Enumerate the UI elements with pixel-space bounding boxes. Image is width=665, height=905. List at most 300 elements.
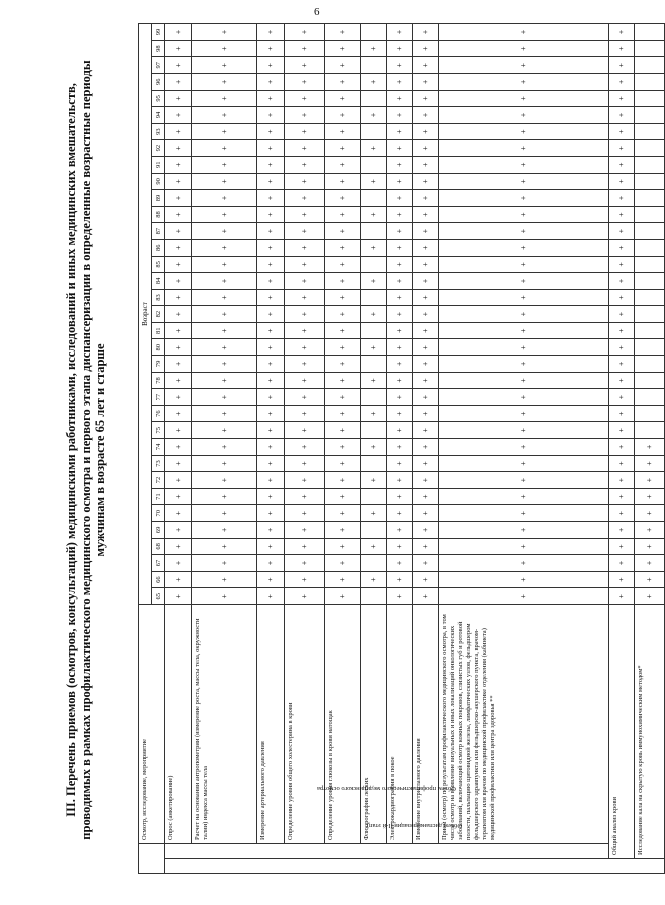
age-mark-cell: + [609, 571, 635, 588]
age-mark-cell: + [192, 156, 257, 173]
age-mark-cell: + [439, 422, 609, 439]
age-mark-cell: + [413, 173, 439, 190]
age-header-cell: 76 [152, 405, 165, 422]
age-mark-cell: + [413, 356, 439, 373]
age-mark-cell: + [439, 74, 609, 91]
age-mark-cell: + [192, 322, 257, 339]
age-mark-cell: + [413, 40, 439, 57]
age-mark-cell: + [439, 405, 609, 422]
age-mark-cell: + [165, 40, 192, 57]
age-mark-cell: + [192, 306, 257, 323]
age-mark-cell: + [439, 57, 609, 74]
age-header-cell: 97 [152, 57, 165, 74]
age-mark-cell: + [439, 190, 609, 207]
age-mark-cell [635, 190, 665, 207]
age-mark-cell [635, 339, 665, 356]
table-row [609, 24, 635, 874]
age-mark-cell: + [635, 538, 665, 555]
column-header-examination: Осмотр, исследование, мероприятие [139, 605, 165, 844]
age-mark-cell: + [257, 322, 285, 339]
age-mark-cell: + [413, 439, 439, 456]
age-mark-cell: + [285, 140, 325, 157]
age-mark-cell: + [257, 339, 285, 356]
age-mark-cell: + [285, 306, 325, 323]
age-mark-cell: + [439, 488, 609, 505]
age-mark-cell: + [325, 273, 361, 290]
age-mark-cell: + [257, 555, 285, 572]
age-mark-cell: + [192, 571, 257, 588]
age-mark-cell: + [413, 239, 439, 256]
examination-name-cell: Определение уровня глюкозы в крови натощак [325, 605, 361, 844]
age-mark-cell: + [257, 123, 285, 140]
age-mark-cell: + [413, 588, 439, 605]
age-mark-cell: + [257, 223, 285, 240]
age-mark-cell: + [387, 256, 413, 273]
age-mark-cell: + [325, 190, 361, 207]
age-mark-cell: + [325, 588, 361, 605]
age-mark-cell: + [325, 405, 361, 422]
age-mark-cell: + [165, 156, 192, 173]
age-mark-cell: + [257, 90, 285, 107]
age-mark-cell: + [257, 422, 285, 439]
age-mark-cell: + [165, 422, 192, 439]
age-header-cell: 67 [152, 555, 165, 572]
age-mark-cell: + [439, 505, 609, 522]
age-mark-cell: + [165, 405, 192, 422]
age-mark-cell [635, 206, 665, 223]
age-mark-cell: + [609, 472, 635, 489]
age-mark-cell: + [257, 206, 285, 223]
age-header-cell: 87 [152, 223, 165, 240]
age-mark-cell [635, 90, 665, 107]
age-mark-cell: + [439, 588, 609, 605]
age-mark-cell: + [609, 223, 635, 240]
age-mark-cell: + [165, 339, 192, 356]
age-mark-cell: + [387, 472, 413, 489]
examination-name-cell: Прием (осмотр) по результатам профилактического медицинского осмотра, в том числе осмотр на выявление визуальных и иных локализаций онкологических заболеваний, включающий осмотр кожных покровов, слизистых губ и ротовой полости, пальпацию щитовидной железы, лимфатических узлов, фельдшером фельдшерского здравпункта или фельдшерско-акушерского пункта, врачом-терапевтом или врачом по медицинской профилактике отделения (кабинета) медицинской профилактики или центра здоровья ** [439, 605, 609, 844]
age-mark-cell [361, 522, 387, 539]
age-mark-cell: + [165, 90, 192, 107]
age-mark-cell: + [413, 538, 439, 555]
age-mark-cell: + [325, 256, 361, 273]
age-mark-cell: + [285, 173, 325, 190]
title-line: проводимых в рамках профилактического медицинского осмотра и первого этапа диспансеризации в определенные возрастные периоды [78, 60, 93, 840]
age-mark-cell: + [325, 239, 361, 256]
age-mark-cell: + [285, 405, 325, 422]
age-mark-cell: + [285, 156, 325, 173]
age-mark-cell: + [257, 505, 285, 522]
age-mark-cell: + [413, 339, 439, 356]
age-mark-cell: + [165, 389, 192, 406]
age-mark-cell: + [361, 372, 387, 389]
age-mark-cell [361, 588, 387, 605]
age-mark-cell: + [285, 322, 325, 339]
age-mark-cell: + [325, 57, 361, 74]
age-mark-cell: + [325, 339, 361, 356]
rotated-page-content [62, 12, 654, 888]
age-mark-cell: + [413, 289, 439, 306]
age-mark-cell: + [361, 273, 387, 290]
age-mark-cell: + [439, 322, 609, 339]
age-mark-cell: + [439, 140, 609, 157]
age-mark-cell [361, 223, 387, 240]
age-mark-cell: + [387, 24, 413, 41]
age-mark-cell [635, 107, 665, 124]
age-mark-cell [635, 40, 665, 57]
age-header-cell: 89 [152, 190, 165, 207]
age-mark-cell: + [387, 74, 413, 91]
age-header-cell: 98 [152, 40, 165, 57]
age-mark-cell: + [361, 472, 387, 489]
age-mark-cell: + [387, 322, 413, 339]
age-mark-cell: + [325, 206, 361, 223]
examination-name-cell: Расчет на основании антропометрии (измерение роста, массы тела, окружности талии) индекса массы тела [192, 605, 257, 844]
age-mark-cell: + [285, 372, 325, 389]
age-mark-cell: + [165, 571, 192, 588]
examination-name-cell: Общий анализ крови [609, 605, 635, 859]
age-mark-cell: + [285, 190, 325, 207]
age-mark-cell: + [165, 123, 192, 140]
age-mark-cell: + [361, 405, 387, 422]
age-mark-cell: + [439, 223, 609, 240]
age-mark-cell: + [609, 488, 635, 505]
age-mark-cell: + [285, 455, 325, 472]
age-mark-cell: + [165, 439, 192, 456]
age-mark-cell: + [609, 306, 635, 323]
age-mark-cell: + [285, 206, 325, 223]
age-mark-cell: + [413, 405, 439, 422]
age-mark-cell: + [325, 289, 361, 306]
age-mark-cell: + [439, 173, 609, 190]
age-mark-cell: + [192, 123, 257, 140]
age-mark-cell: + [165, 74, 192, 91]
age-mark-cell: + [325, 472, 361, 489]
age-mark-cell [635, 422, 665, 439]
age-mark-cell [635, 239, 665, 256]
age-mark-cell: + [257, 273, 285, 290]
title-line: III. Перечень приемов (осмотров, консультаций) медицинскими работниками, исследований и иных медицинских вмешательств, [64, 83, 78, 817]
age-mark-cell [361, 356, 387, 373]
age-mark-cell: + [257, 306, 285, 323]
age-mark-cell: + [325, 372, 361, 389]
age-header-cell: 74 [152, 439, 165, 456]
age-mark-cell: + [257, 107, 285, 124]
age-mark-cell [361, 488, 387, 505]
age-mark-cell: + [325, 538, 361, 555]
age-mark-cell [635, 389, 665, 406]
age-mark-cell [635, 123, 665, 140]
age-mark-cell: + [165, 289, 192, 306]
table-row [635, 24, 665, 874]
age-header-cell: 90 [152, 173, 165, 190]
age-mark-cell: + [361, 439, 387, 456]
age-mark-cell: + [285, 472, 325, 489]
age-mark-cell: + [439, 107, 609, 124]
age-mark-cell: + [413, 123, 439, 140]
examination-name-cell: Исследование кала на скрытую кровь иммунохимическим методом* [635, 605, 665, 859]
age-mark-cell: + [387, 422, 413, 439]
age-group-header: Возраст [139, 24, 152, 605]
age-mark-cell: + [285, 588, 325, 605]
age-mark-cell: + [439, 571, 609, 588]
age-mark-cell: + [165, 522, 192, 539]
age-header-cell: 94 [152, 107, 165, 124]
age-mark-cell: + [439, 90, 609, 107]
age-mark-cell: + [285, 439, 325, 456]
age-mark-cell: + [165, 306, 192, 323]
age-mark-cell: + [609, 206, 635, 223]
age-mark-cell: + [165, 256, 192, 273]
age-mark-cell: + [325, 140, 361, 157]
age-mark-cell [361, 57, 387, 74]
age-mark-cell: + [325, 522, 361, 539]
age-mark-cell: + [257, 472, 285, 489]
age-mark-cell: + [439, 256, 609, 273]
age-mark-cell: + [165, 505, 192, 522]
age-mark-cell: + [387, 223, 413, 240]
age-mark-cell: + [413, 372, 439, 389]
age-mark-cell: + [609, 372, 635, 389]
age-header-cell: 80 [152, 339, 165, 356]
age-mark-cell: + [387, 156, 413, 173]
table-row [387, 24, 413, 874]
age-mark-cell: + [439, 40, 609, 57]
age-mark-cell: + [635, 555, 665, 572]
age-mark-cell: + [165, 488, 192, 505]
age-mark-cell: + [192, 472, 257, 489]
age-mark-cell: + [325, 555, 361, 572]
age-mark-cell: + [413, 107, 439, 124]
age-mark-cell: + [165, 107, 192, 124]
age-mark-cell: + [609, 57, 635, 74]
age-mark-cell: + [635, 439, 665, 456]
age-mark-cell: + [361, 538, 387, 555]
age-mark-cell: + [387, 173, 413, 190]
age-mark-cell: + [635, 522, 665, 539]
age-mark-cell: + [257, 571, 285, 588]
age-mark-cell: + [361, 107, 387, 124]
age-mark-cell: + [325, 107, 361, 124]
age-header-cell: 71 [152, 488, 165, 505]
age-mark-cell: + [165, 140, 192, 157]
age-mark-cell: + [609, 522, 635, 539]
age-mark-cell: + [413, 57, 439, 74]
header-corner-cell [139, 844, 165, 874]
age-mark-cell: + [285, 123, 325, 140]
age-mark-cell: + [387, 273, 413, 290]
age-mark-cell: + [257, 74, 285, 91]
age-mark-cell: + [609, 107, 635, 124]
age-mark-cell: + [387, 289, 413, 306]
age-mark-cell [361, 123, 387, 140]
age-mark-cell: + [192, 190, 257, 207]
age-mark-cell [635, 356, 665, 373]
age-mark-cell: + [413, 156, 439, 173]
age-mark-cell: + [257, 140, 285, 157]
examination-name-cell: Измерение внутриглазного давления [413, 605, 439, 844]
age-mark-cell: + [325, 173, 361, 190]
age-mark-cell: + [609, 439, 635, 456]
age-header-cell: 65 [152, 588, 165, 605]
age-mark-cell: + [413, 389, 439, 406]
age-mark-cell: + [361, 306, 387, 323]
age-header-cell: 92 [152, 140, 165, 157]
age-mark-cell: + [192, 488, 257, 505]
age-mark-cell: + [192, 90, 257, 107]
age-mark-cell: + [413, 206, 439, 223]
age-mark-cell: + [387, 372, 413, 389]
age-mark-cell: + [192, 140, 257, 157]
age-mark-cell: + [413, 455, 439, 472]
age-mark-cell: + [387, 206, 413, 223]
age-mark-cell: + [413, 472, 439, 489]
age-mark-cell: + [192, 422, 257, 439]
age-mark-cell: + [413, 422, 439, 439]
table-row [165, 24, 192, 874]
age-header-cell: 73 [152, 455, 165, 472]
age-mark-cell: + [609, 339, 635, 356]
age-mark-cell: + [413, 571, 439, 588]
age-mark-cell: + [609, 289, 635, 306]
age-mark-cell: + [192, 223, 257, 240]
age-mark-cell: + [285, 505, 325, 522]
age-mark-cell: + [439, 24, 609, 41]
age-mark-cell: + [387, 339, 413, 356]
age-mark-cell: + [387, 40, 413, 57]
age-mark-cell: + [285, 40, 325, 57]
examination-name-cell: Опрос (анкетирование) [165, 605, 192, 844]
age-mark-cell: + [257, 173, 285, 190]
age-mark-cell [635, 273, 665, 290]
age-mark-cell: + [257, 356, 285, 373]
page-number: 6 [314, 6, 320, 18]
age-mark-cell: + [325, 90, 361, 107]
age-mark-cell: + [439, 339, 609, 356]
age-mark-cell [635, 223, 665, 240]
age-mark-cell: + [387, 488, 413, 505]
age-mark-cell: + [257, 289, 285, 306]
age-mark-cell: + [609, 588, 635, 605]
age-mark-cell: + [361, 505, 387, 522]
age-mark-cell: + [192, 588, 257, 605]
age-mark-cell: + [609, 389, 635, 406]
age-header-cell: 82 [152, 306, 165, 323]
age-mark-cell: + [257, 256, 285, 273]
age-mark-cell: + [325, 505, 361, 522]
age-mark-cell: + [361, 206, 387, 223]
age-mark-cell: + [285, 422, 325, 439]
age-mark-cell: + [439, 455, 609, 472]
age-mark-cell: + [192, 273, 257, 290]
age-header-cell: 96 [152, 74, 165, 91]
age-mark-cell: + [439, 538, 609, 555]
age-mark-cell: + [387, 190, 413, 207]
age-mark-cell: + [165, 223, 192, 240]
age-mark-cell: + [325, 389, 361, 406]
age-mark-cell: + [257, 488, 285, 505]
age-header-cell: 86 [152, 239, 165, 256]
age-mark-cell: + [635, 571, 665, 588]
age-mark-cell [635, 405, 665, 422]
age-mark-cell: + [439, 472, 609, 489]
age-mark-cell: + [413, 273, 439, 290]
age-mark-cell [635, 306, 665, 323]
age-mark-cell: + [325, 306, 361, 323]
age-mark-cell: + [192, 24, 257, 41]
age-mark-cell: + [609, 322, 635, 339]
age-mark-cell: + [192, 289, 257, 306]
age-mark-cell: + [609, 256, 635, 273]
age-mark-cell: + [413, 74, 439, 91]
age-mark-cell: + [361, 40, 387, 57]
age-mark-cell: + [192, 74, 257, 91]
age-header-cell: 78 [152, 372, 165, 389]
age-header-cell: 72 [152, 472, 165, 489]
examination-name-cell: Электрокардиография в покое [387, 605, 413, 844]
age-mark-cell: + [387, 555, 413, 572]
age-mark-cell: + [609, 90, 635, 107]
age-mark-cell [635, 322, 665, 339]
age-mark-cell: + [192, 40, 257, 57]
age-mark-cell: + [361, 173, 387, 190]
age-header-cell: 81 [152, 322, 165, 339]
age-mark-cell: + [413, 505, 439, 522]
age-mark-cell [361, 455, 387, 472]
age-mark-cell: + [439, 306, 609, 323]
age-mark-cell: + [609, 40, 635, 57]
age-mark-cell: + [387, 57, 413, 74]
age-header-cell: 93 [152, 123, 165, 140]
age-mark-cell: + [257, 156, 285, 173]
age-mark-cell: + [257, 40, 285, 57]
age-mark-cell: + [192, 439, 257, 456]
age-mark-cell: + [387, 389, 413, 406]
age-header-cell: 88 [152, 206, 165, 223]
age-mark-cell: + [192, 505, 257, 522]
age-mark-cell: + [285, 339, 325, 356]
age-mark-cell: + [192, 555, 257, 572]
age-mark-cell: + [192, 206, 257, 223]
age-mark-cell [361, 322, 387, 339]
age-mark-cell: + [192, 522, 257, 539]
age-mark-cell: + [165, 190, 192, 207]
age-mark-cell: + [257, 239, 285, 256]
age-mark-cell: + [285, 90, 325, 107]
age-mark-cell: + [257, 538, 285, 555]
age-mark-cell: + [325, 571, 361, 588]
age-mark-cell: + [285, 356, 325, 373]
age-mark-cell: + [609, 538, 635, 555]
age-mark-cell: + [609, 190, 635, 207]
age-mark-cell: + [413, 306, 439, 323]
age-mark-cell: + [165, 455, 192, 472]
age-mark-cell: + [192, 239, 257, 256]
age-mark-cell: + [439, 156, 609, 173]
age-mark-cell: + [325, 40, 361, 57]
age-mark-cell: + [387, 306, 413, 323]
age-mark-cell: + [439, 555, 609, 572]
age-mark-cell: + [413, 322, 439, 339]
age-mark-cell: + [387, 123, 413, 140]
age-mark-cell: + [285, 107, 325, 124]
age-mark-cell: + [285, 273, 325, 290]
age-mark-cell: + [285, 24, 325, 41]
age-header-cell: 75 [152, 422, 165, 439]
age-mark-cell: + [361, 239, 387, 256]
age-header-cell: 70 [152, 505, 165, 522]
age-mark-cell: + [439, 206, 609, 223]
age-mark-cell: + [165, 24, 192, 41]
